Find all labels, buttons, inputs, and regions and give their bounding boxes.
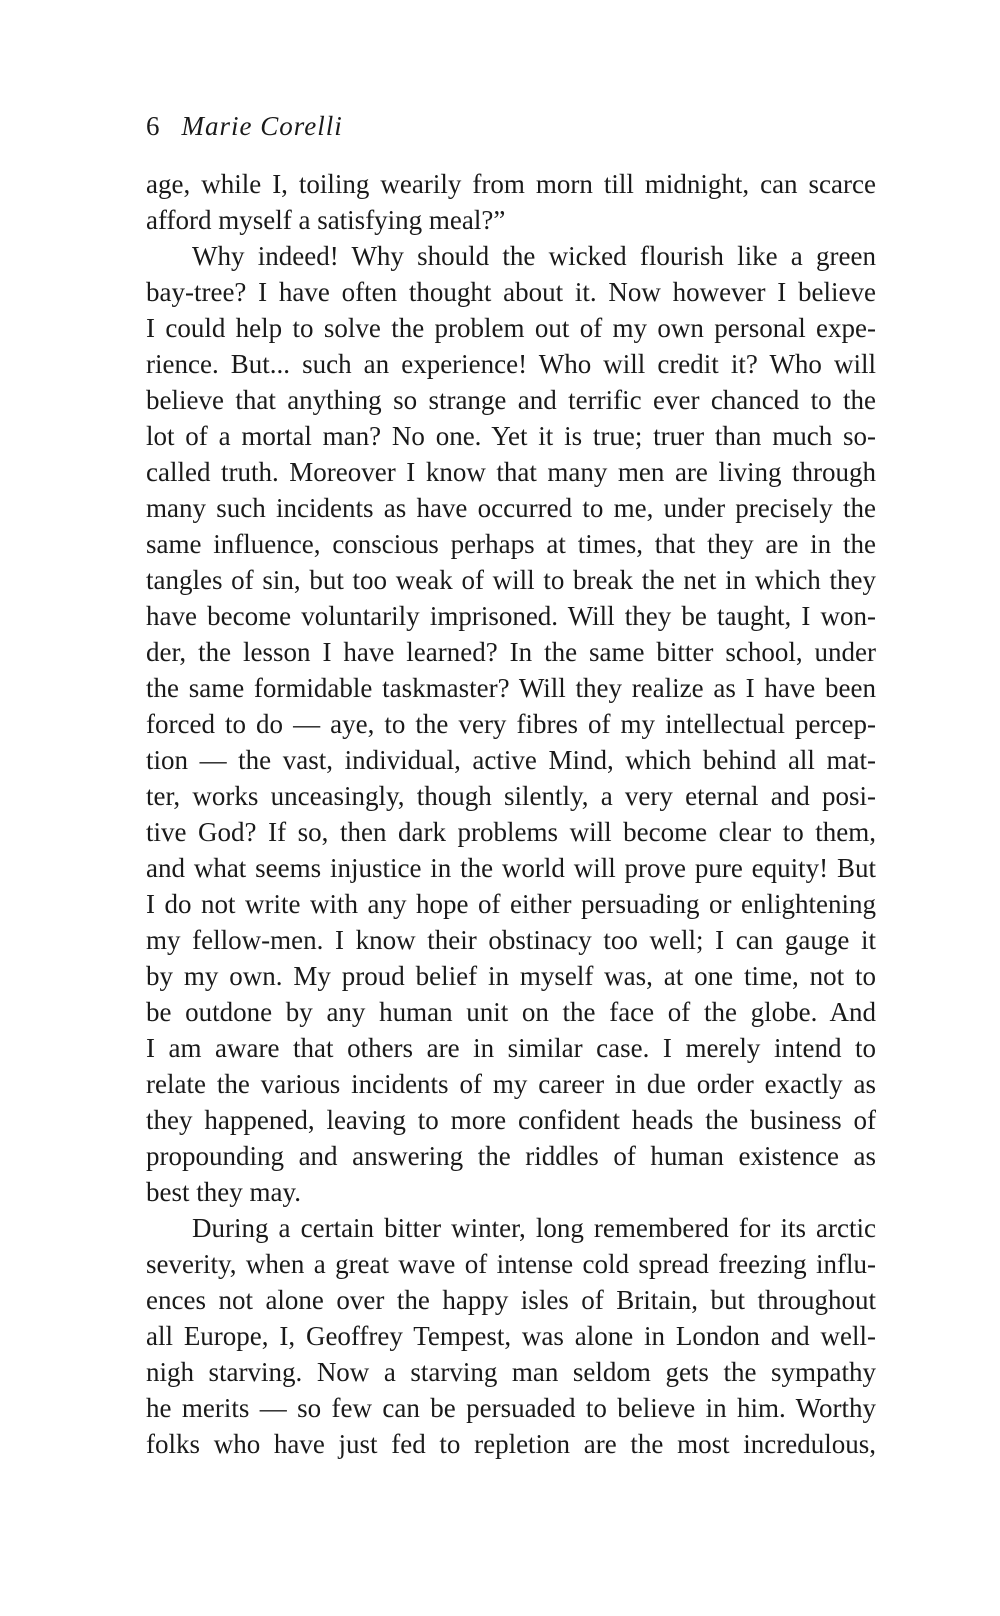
text-line: tion — the vast, individual, active Mind, which behind all mat-: [146, 745, 876, 775]
text-line: relate the various incidents of my career in due order exactly as: [146, 1069, 876, 1099]
body-text: [146, 166, 876, 1462]
text-line: all Europe, I, Geoffrey Tempest, was alone in London and well-: [146, 1321, 876, 1351]
text-line: same influence, conscious perhaps at times, that they are in the: [146, 529, 876, 559]
text-line: my fellow-men. I know their obstinacy too well; I can gauge it: [146, 925, 876, 955]
text-line: lot of a mortal man? No one. Yet it is true; truer than much so-: [146, 421, 876, 451]
text-line: folks who have just fed to repletion are the most incredulous,: [146, 1429, 876, 1459]
text-line: and what seems injustice in the world will prove pure equity! But: [146, 853, 876, 883]
text-line: be outdone by any human unit on the face of the globe. And: [146, 997, 876, 1027]
text-line: I could help to solve the problem out of my own personal expe-: [146, 313, 876, 343]
text-line: afford myself a satisfying meal?”: [146, 205, 506, 235]
text-line: severity, when a great wave of intense cold spread freezing influ-: [146, 1249, 876, 1279]
text-line: Why indeed! Why should the wicked flourish like a green: [192, 241, 876, 271]
text-line: called truth. Moreover I know that many men are living through: [146, 457, 876, 487]
text-line: I am aware that others are in similar case. I merely intend to: [146, 1033, 876, 1063]
page-number: 6: [146, 111, 160, 141]
text-line: propounding and answering the riddles of human existence as: [146, 1141, 876, 1171]
text-line: they happened, leaving to more confident heads the business of: [146, 1105, 876, 1135]
text-line: best they may.: [146, 1177, 301, 1207]
author-name: Marie Corelli: [181, 111, 343, 141]
text-line: tive God? If so, then dark problems will become clear to them,: [146, 817, 876, 847]
text-line: bay-tree? I have often thought about it. Now however I believe: [146, 277, 876, 307]
text-line: many such incidents as have occurred to me, under precisely the: [146, 493, 876, 523]
text-line: believe that anything so strange and terrific ever chanced to the: [146, 385, 876, 415]
text-line: forced to do — aye, to the very fibres of my intellectual percep-: [146, 709, 876, 739]
text-line: age, while I, toiling wearily from morn till midnight, can scarce: [146, 169, 876, 199]
text-line: der, the lesson I have learned? In the same bitter school, under: [146, 637, 876, 667]
running-head: [146, 108, 343, 144]
text-line: ences not alone over the happy isles of Britain, but throughout: [146, 1285, 876, 1315]
text-line: nigh starving. Now a starving man seldom gets the sympathy: [146, 1357, 876, 1387]
text-line: I do not write with any hope of either persuading or enlightening: [146, 889, 876, 919]
text-line: the same formidable taskmaster? Will they realize as I have been: [146, 673, 876, 703]
text-line: During a certain bitter winter, long remembered for its arctic: [192, 1213, 876, 1243]
text-line: tangles of sin, but too weak of will to break the net in which they: [146, 565, 876, 595]
text-line: ter, works unceasingly, though silently, a very eternal and posi-: [146, 781, 876, 811]
text-line: have become voluntarily imprisoned. Will they be taught, I won-: [146, 601, 876, 631]
text-line: by my own. My proud belief in myself was, at one time, not to: [146, 961, 876, 991]
text-line: rience. But... such an experience! Who will credit it? Who will: [146, 349, 876, 379]
text-line: he merits — so few can be persuaded to believe in him. Worthy: [146, 1393, 876, 1423]
